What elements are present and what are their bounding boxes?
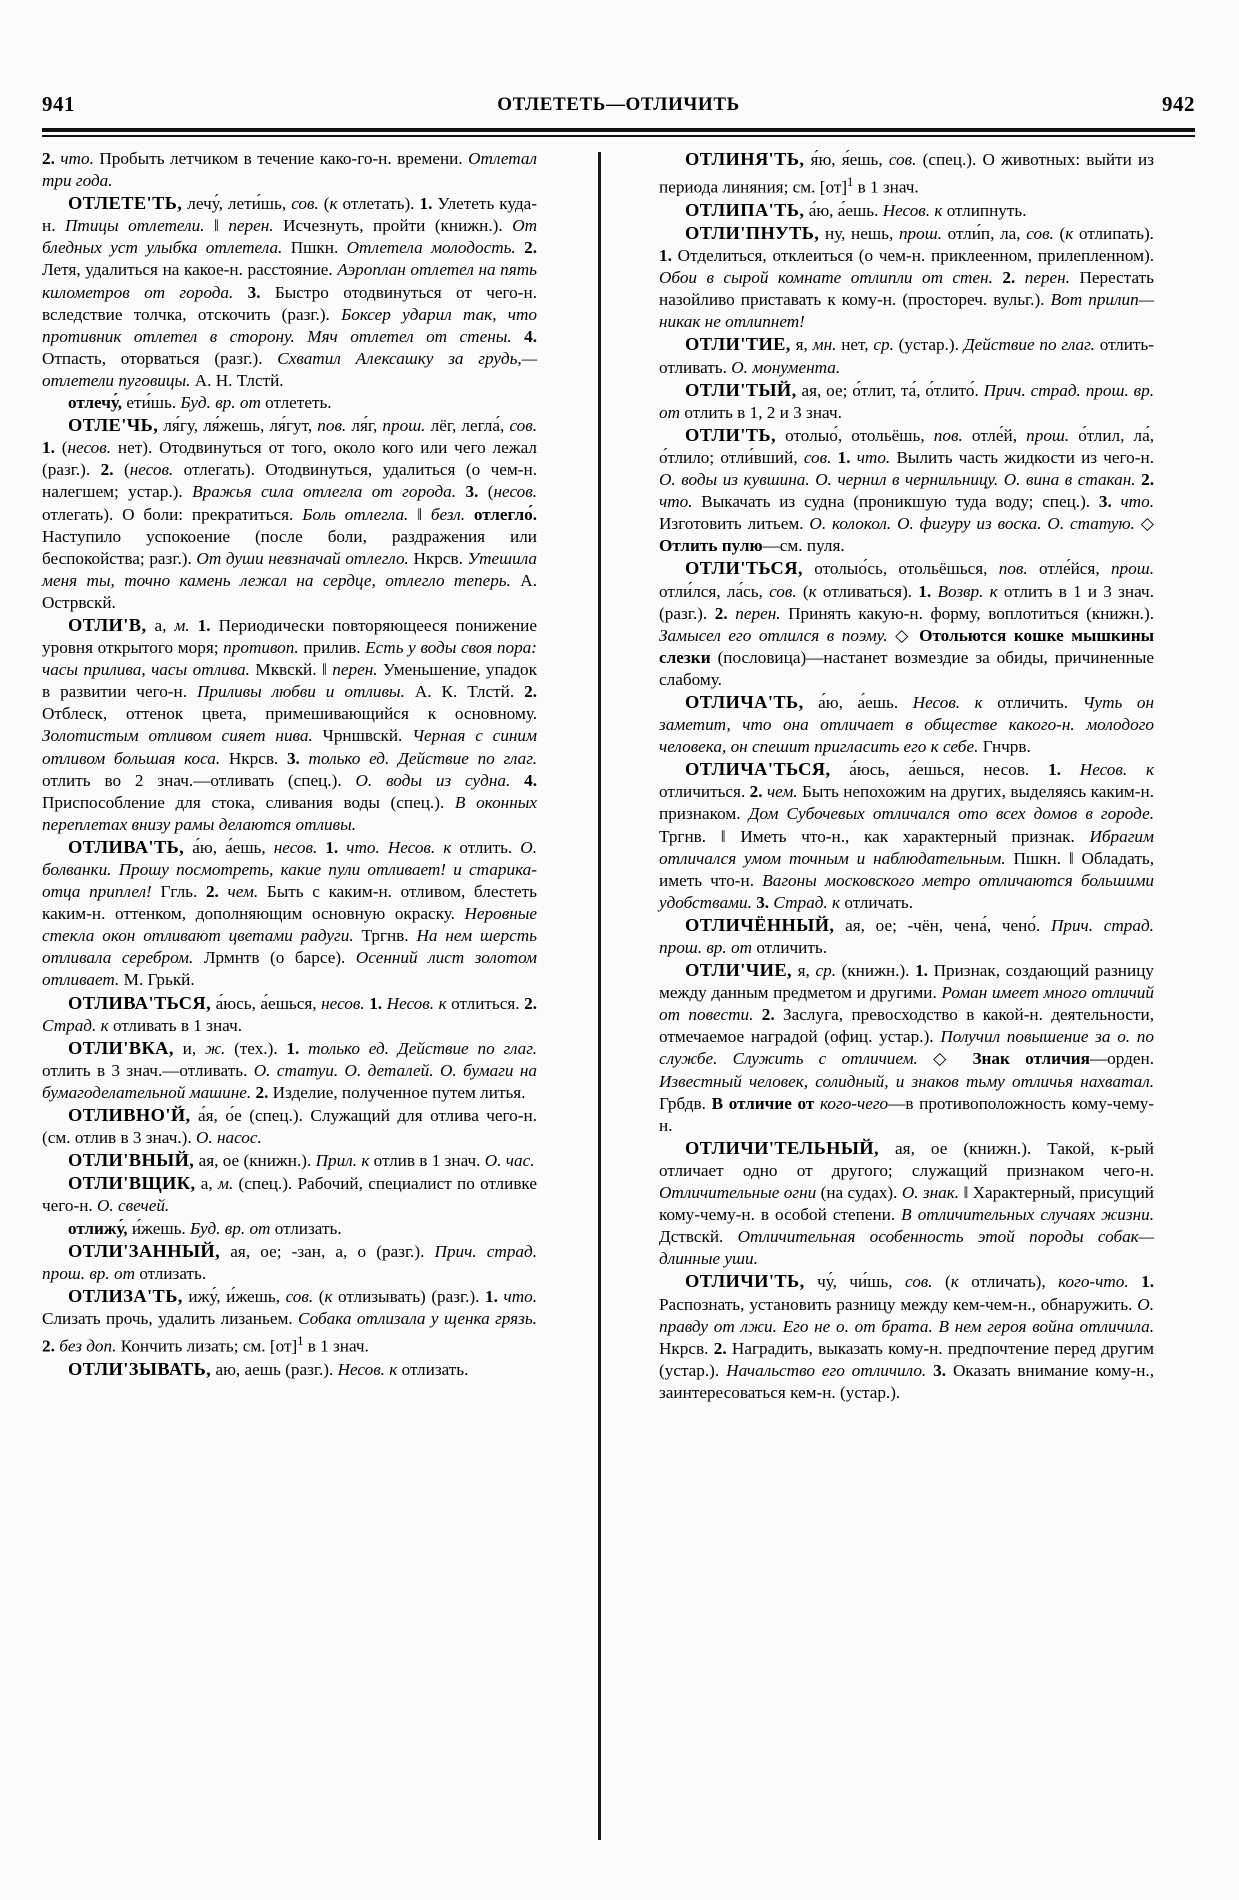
dictionary-entry-otlizyvat: ОТЛИ'ЗЫВАТЬ, аю, аешь (разг.). Несов. к отлизать. [68, 1358, 469, 1379]
running-head [42, 92, 1195, 126]
column-divider [598, 152, 601, 1840]
dictionary-entry-otlivatsya: ОТЛИВА'ТЬСЯ, а́юсь, а́ешься, несов. 1. Несов. к отлиться. 2. Страд. к отливать в 1 знач. [42, 992, 538, 1035]
dictionary-entry-otlivnyy: ОТЛИ'ВНЫЙ, ая, ое (книжн.). Прил. к отлив в 1 знач. О. час. [68, 1150, 535, 1171]
dictionary-entry-otlipnut: ОТЛИ'ПНУТЬ, ну, нешь, прош. отли́п, ла, сов. (к отлипать). 1. Отделиться, отклеиться (о чем-н. приклеенном, прилепленном). Обои в сырой комнате отлипли от стен. 2. перен. Перестать назойливо приставать к кому-н. (простореч. вульг.). Вот прилип—никак не отлипнет! [659, 223, 1155, 332]
dictionary-entry-otlichat: ОТЛИЧА'ТЬ, а́ю, а́ешь. Несов. к отличить. Чуть он заметит, что она отличает в обществе какого-н. молодого человека, он спешит пригласить его к себе. Гнчрв. [659, 691, 1154, 757]
header-rule-thick [42, 128, 1195, 132]
dictionary-entry-otlivnoy: ОТЛИВНО'Й, а́я, о́е (спец.). Служащий для отлива чего-н. (см. отлив в 3 знач.). О. насос. [42, 1105, 537, 1148]
dictionary-entry-otlityy: ОТЛИ'ТЫЙ, ая, ое; о́тлит, та́, о́тлито́. Прич. страд. прош. вр. от отлить в 1, 2 и 3 знач. [659, 379, 1154, 422]
dictionary-entry-otlipat: ОТЛИПА'ТЬ, а́ю, а́ешь. Несов. к отлипнуть. [685, 199, 1027, 220]
dictionary-entry-otlivka: ОТЛИ'ВКА, и, ж. (тех.). 1. только ед. Действие по глаг. отлить в 3 знач.—отливать. О. статуи. О. деталей. О. бумаги на бумагоделательной машине. 2. Изделие, полученное путем литья. [42, 1037, 538, 1102]
dictionary-entry-otlichie: ОТЛИ'ЧИЕ, я, ср. (книжн.). 1. Признак, создающий разницу между данным предметом и другими. Роман имеет много отличий от повести. 2. Заслуга, превосходство в какой-н. деятельности, отмечаемое наградой (офиц. устар.). Получил повышение за о. по службе. Служить с отличием. ◇ Знак отличия—орден. Известный человек, солидный, и знаков тьму отличья нахватал. Грбдв. В отличие от кого-чего—в противоположность кому-чему-н. [659, 960, 1155, 1135]
dictionary-entry-otlizhu: отлижу́, и́жешь. Буд. вр. от отлизать. [68, 1218, 342, 1238]
dictionary-entry-otlinyat: ОТЛИНЯ'ТЬ, я́ю, я́ешь, сов. (спец.). О животных: выйти из периода линяния; см. [от]$^1$ в 1 знач. [659, 149, 1154, 197]
dictionary-entry-otlivat: ОТЛИВА'ТЬ, а́ю, а́ешь, несов. 1. что. Несов. к отлить. О. болванки. Прошу посмотреть, какие пули отливает! и старика-отца приплел! Ггль. 2. чем. Быть с каким-н. отливом, блестеть каким-н. оттенком, дополняющим основную окраску. Неровные стекла окон отливают цветами радуги. Тргнв. На нем шерсть отливала серебром. Лрмнтв (о барсе). Осенний лист золотом отливает. М. Грькй. [42, 836, 538, 990]
dictionary-entry-otlivshchik: ОТЛИ'ВЩИК, а, м. (спец.). Рабочий, специалист по отливке чего-н. О. свечей. [42, 1173, 537, 1216]
dictionary-entry-otlitsya: ОТЛИ'ТЬСЯ, отолыо́сь, отольёшься, пов. отле́йся, прош. отли́лся, ла́сь, сов. (к отливаться). 1. Возвр. к отлить в 1 и 3 знач. (разг.). 2. перен. Принять какую-н. форму, воплотиться (книжн.). Замысел его отлился в поэму. ◇ Отольются кошке мышкины слезки (пословица)—настанет возмездие за обиды, причиненные слабому. [659, 558, 1155, 689]
dictionary-entry-otlit: ОТЛИ'ТЬ, отолыо́, отольёшь, пов. отле́й, прош. о́тлил, ла́, о́тлило; отли́вший, сов. 1. что. Вылить часть жидкости из чего-н. О. воды из кувшина. О. чернил в чернильницу. О. вина в стакан. 2. что. Выкачать из судна (проникшую туда воду; спец.). 3. что. Изготовить литьем. О. колокол. О. фигуру из воска. О. статую. ◇ Отлить пулю—см. пуля. [659, 424, 1155, 556]
text-columns [42, 148, 1195, 1848]
dictionary-entry-otletet: ОТЛЕТЕ'ТЬ, лечу́, лети́шь, сов. (к отлетать). 1. Улететь куда-н. Птицы отлетели. ‖ перен. Исчезнуть, пройти (книжн.). От бледных уст улыбка отлетела. Пшкн. Отлетела молодость. 2. Летя, удалиться на какое-н. расстояние. Аэроплан отлетел на пять километров от города. 3. Быстро отодвинуться от чего-н. вследствие толчка, отскочить (разг.). Боксер ударил так, что противник отлетел в сторону. Мяч отлетел от стены. 4. Отпасть, оторваться (разг.). Схватил Алексашку за грудь,—отлетели пуговицы. А. Н. Тлстй. [42, 193, 538, 390]
dictionary-entry-otlizat: ОТЛИЗА'ТЬ, ижу́, и́жешь, сов. (к отлизывать) (разг.). 1. что. Слизать прочь, удалить лизаньем. Собака отлизала у щенка грязь. 2. без доп. Кончить лизать; см. [от]$^1$ в 1 знач. [42, 1285, 538, 1356]
dictionary-entry-otlech: ОТЛЕ'ЧЬ, ля́гу, ля́жешь, ля́гут, пов. ля́г, прош. лёг, легла́, сов. 1. (несов. нет). Отодвинуться от того, около кого или чего лежал (разг.). 2. (несов. отлегать). Отодвинуться, удалиться (о чем-н. налегшем; устар.). Вражья сила отлегла от города. 3. (несов. отлегать). О боли: прекратиться. Боль отлегла. ‖ безл. отлегло́. Наступило успокоение (после боли, раздражения или беспокойства; разг.). От души невзначай отлегло. Нкрсв. Утешила меня ты, точно камень лежал на сердце, отлегло теперь. А. Острвскй. [42, 415, 538, 612]
running-title: ОТЛЕТЕТЬ—ОТЛИЧИТЬ [497, 94, 740, 115]
column-right [659, 148, 1154, 1404]
page-number-left: 941 [42, 92, 75, 116]
header-rule-thin [42, 135, 1195, 137]
page-number-right: 942 [1162, 92, 1195, 116]
dictionary-entry-otliv: ОТЛИ'В, а, м. 1. Периодически повторяющееся понижение уровня открытого моря; противоп. прилив. Есть у воды своя пора: часы прилива, часы отлива. Мквскй. ‖ перен. Уменьшение, упадок в развитии чего-н. Приливы любви и отливы. А. К. Тлстй. 2. Отблеск, оттенок цвета, примешивающийся к основному. Золотистым отливом сияет нива. Чрншвскй. Черная с синим отливом большая коса. Нкрсв. 3. только ед. Действие по глаг. отлить во 2 знач.—отливать (спец.). О. воды из судна. 4. Приспособление для стока, сливания воды (спец.). В оконных переплетах внизу рамы делаются отливы. [42, 614, 538, 834]
dictionary-entry-otletat-cont: 2. что. Пробыть летчиком в течение како-го-н. времени. Отлетал три года. [42, 149, 538, 191]
dictionary-entry-otlizannyy: ОТЛИ'ЗАННЫЙ, ая, ое; -зан, а, о (разг.). Прич. страд. прош. вр. от отлизать. [42, 1240, 537, 1283]
dictionary-entry-otlitie: ОТЛИ'ТИЕ, я, мн. нет, ср. (устар.). Действие по глаг. отлить-отливать. О. монумента. [659, 334, 1154, 377]
dictionary-entry-otlechu: отлечу́, ети́шь. Буд. вр. от отлететь. [68, 393, 332, 413]
column-left [42, 148, 537, 1381]
dictionary-entry-otlichit: ОТЛИЧИ'ТЬ, чу́, чи́шь, сов. (к отличать), кого-что. 1. Распознать, установить разницу между кем-чем-н., обнаружить. О. правду от лжи. Его не о. от брата. В нем героя война отличила. Нкрсв. 2. Наградить, выказать кому-н. предпочтение перед другим (устар.). Начальство его отличило. 3. Оказать внимание кому-н., заинтересоваться кем-н. (устар.). [659, 1271, 1155, 1402]
dictionary-entry-otlichennyy: ОТЛИЧЁННЫЙ, ая, ое; -чён, чена́, чено́. Прич. страд. прош. вр. от отличить. [659, 914, 1154, 958]
dictionary-entry-otlichitelnyy: ОТЛИЧИ'ТЕЛЬНЫЙ, ая, ое (книжн.). Такой, к-рый отличает одно от другого; служащий признаком чего-н. Отличительные огни (на судах). О. знак. ‖ Характерный, присущий кому-чему-н. в особой степени. В отличительных случаях жизни. Дствскй. Отличительная особенность этой породы собак—длинные уши. [659, 1137, 1155, 1269]
dictionary-entry-otlichatsya: ОТЛИЧА'ТЬСЯ, а́юсь, а́ешься, несов. 1. Несов. к отличиться. 2. чем. Быть непохожим на других, выделяясь каким-н. признаком. Дом Субочевых отличался ото всех домов в городе. Тргнв. ‖ Иметь что-н., как характерный признак. Ибрагим отличался умом точным и наблюдательным. Пшкн. ‖ Обладать, иметь что-н. Вагоны московского метро отличаются большими удобствами. 3. Страд. к отличать. [659, 759, 1155, 912]
